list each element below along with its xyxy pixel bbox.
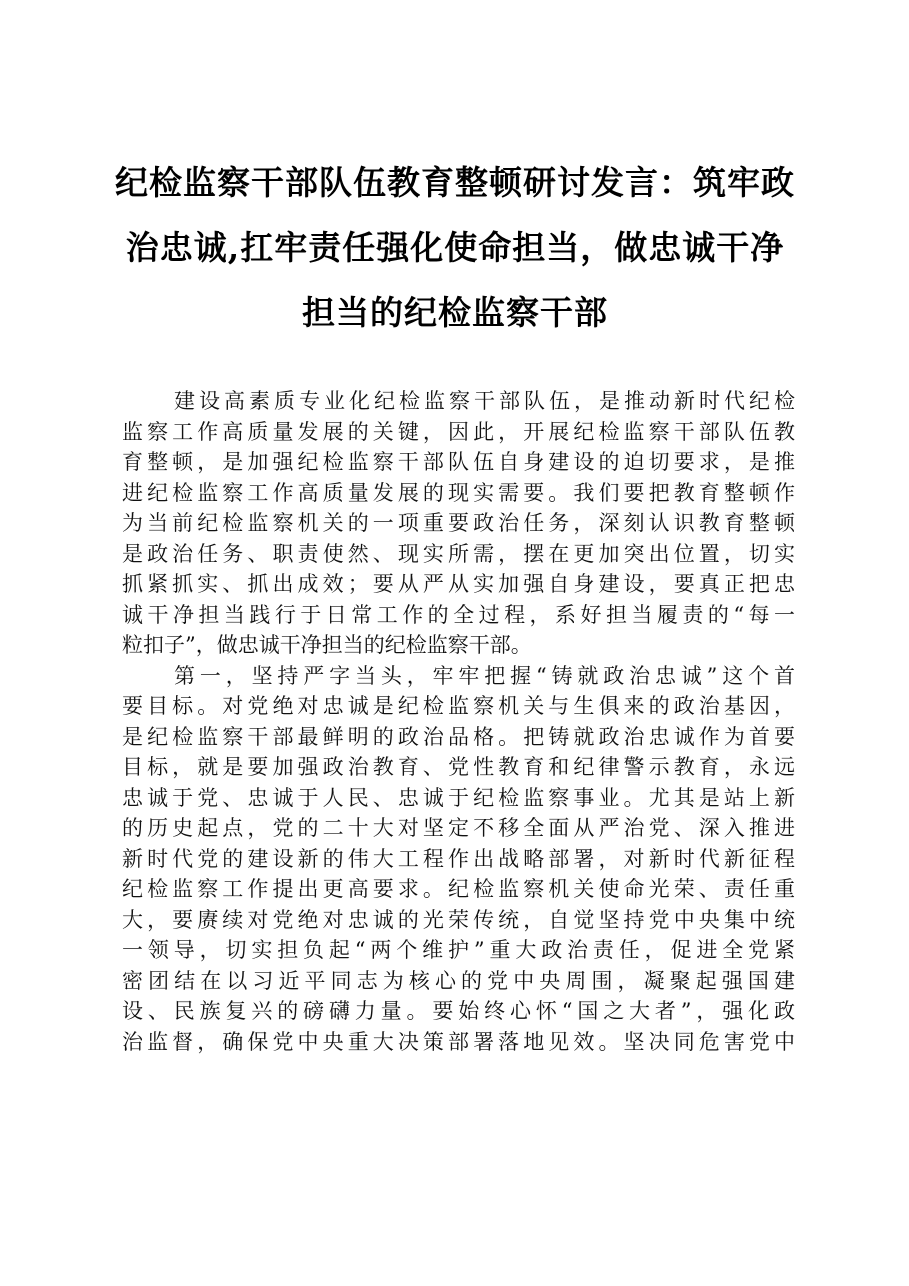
title-line: 纪检监察干部队伍教育整顿研讨发言：筑牢政 (115, 163, 795, 202)
text-line: 治监督，确保党中央重大决策部署落地见效。坚决同危害党中 (122, 1029, 795, 1054)
text-line: 粒扣子”，做忠诚干净担当的纪检监察干部。 (122, 633, 532, 657)
paragraph-intro (122, 386, 795, 661)
document-title (110, 150, 800, 345)
text-line: 大，要赓续对党绝对忠诚的光荣传统，自觉坚持党中央集中统 (122, 907, 795, 932)
text-line: 是纪检监察干部最鲜明的政治品格。把铸就政治忠诚作为首要 (122, 724, 795, 749)
title-line: 担当的纪检监察干部 (302, 293, 608, 332)
text-line: 的历史起点，党的二十大对坚定不移全面从严治党、深入推进 (122, 816, 795, 840)
text-line: 密团结在以习近平同志为核心的党中央周围，凝聚起强国建 (122, 968, 795, 993)
text-line: 目标，就是要加强政治教育、党性教育和纪律警示教育，永远 (122, 755, 795, 779)
paragraph-first-point (122, 661, 795, 1058)
text-line: 忠诚于党、忠诚于人民、忠诚于纪检监察事业。尤其是站上新 (122, 785, 795, 810)
text-line: 一领导，切实担负起“两个维护”重大政治责任，促进全党紧 (122, 938, 795, 962)
text-line: 育整顿，是加强纪检监察干部队伍自身建设的迫切要求，是推 (122, 450, 795, 474)
text-line: 抓紧抓实、抓出成效；要从严从实加强自身建设，要真正把忠 (122, 572, 795, 596)
text-line: 为当前纪检监察机关的一项重要政治任务，深刻认识教育整顿 (122, 511, 795, 535)
text-line: 第一，坚持严字当头，牢牢把握“铸就政治忠诚”这个首 (174, 663, 795, 688)
text-line: 建设高素质专业化纪检监察干部队伍，是推动新时代纪检 (174, 389, 795, 413)
text-line: 监察工作高质量发展的关键，因此，开展纪检监察干部队伍教 (122, 419, 795, 444)
text-line: 设、民族复兴的磅礴力量。要始终心怀“国之大者”，强化政 (122, 999, 795, 1023)
document-body (122, 386, 795, 1057)
text-line: 是政治任务、职责使然、现实所需，摆在更加突出位置，切实 (122, 541, 795, 566)
text-line: 诚干净担当践行于日常工作的全过程，系好担当履责的“每一 (122, 602, 795, 627)
text-line: 进纪检监察工作高质量发展的现实需要。我们要把教育整顿作 (122, 480, 795, 505)
text-line: 纪检监察工作提出更高要求。纪检监察机关使命光荣、责任重 (122, 877, 795, 901)
text-line: 要目标。对党绝对忠诚是纪检监察机关与生俱来的政治基因， (122, 694, 795, 718)
title-line: 治忠诚,扛牢责任强化使命担当，做忠诚干净 (125, 228, 785, 267)
text-line: 新时代党的建设新的伟大工程作出战略部署，对新时代新征程 (122, 846, 795, 871)
